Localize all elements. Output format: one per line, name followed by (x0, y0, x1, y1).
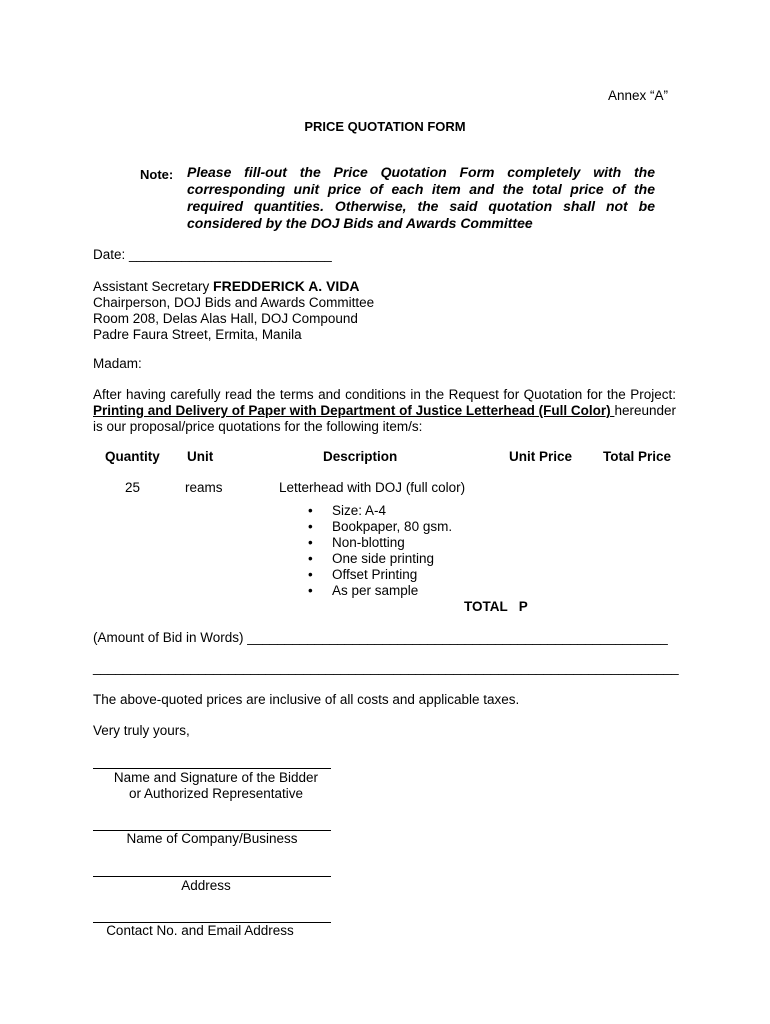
bullet-icon: • (308, 535, 313, 550)
spec-item: • Non-blotting (308, 535, 405, 550)
total-label: TOTAL P (464, 599, 528, 614)
body-part-1: After having carefully read the terms and conditions in the Request for Quotation for the Project: (93, 387, 676, 402)
signature-caption-address: Address (181, 878, 231, 893)
amount-continuation-line: ______________________________________________________________________________ (93, 660, 679, 675)
header-unit-price: Unit Price (509, 449, 573, 464)
addressee-line-1: Chairperson, DOJ Bids and Awards Committee (93, 295, 375, 310)
body-paragraph (93, 387, 676, 435)
bullet-icon: • (308, 567, 313, 582)
bullet-icon: • (308, 551, 313, 566)
date-line: Date: ___________________________ (93, 247, 332, 262)
signature-line-address (93, 876, 331, 877)
bullet-icon: • (308, 519, 313, 534)
addressee-name: FREDDERICK A. VIDA (213, 278, 360, 294)
header-unit: Unit (187, 449, 214, 464)
signature-line-bidder (93, 768, 331, 769)
closing: Very truly yours, (93, 723, 190, 738)
addressee-line-2: Room 208, Delas Alas Hall, DOJ Compound (93, 311, 358, 326)
body-part-2: hereunder is our proposal/price quotations for the following item/s: (93, 403, 676, 434)
addressee-line-3: Padre Faura Street, Ermita, Manila (93, 327, 302, 342)
spec-list (308, 503, 453, 599)
addressee-block (93, 278, 374, 343)
note-text: Please fill-out the Price Quotation Form completely with the corresponding unit price of each item and the total price of the required quantities. Otherwise, the said quotation shall not be considered by the DOJ Bids and Awards Committee (187, 164, 655, 231)
note-label: Note: (140, 167, 174, 182)
salutation: Madam: (93, 356, 142, 371)
row-description: Letterhead with DOJ (full color) (279, 480, 466, 495)
signature-caption-bidder: Name and Signature of the Bidder or Authorized Representative (113, 770, 319, 801)
signature-caption-company: Name of Company/Business (126, 831, 298, 846)
addressee-prefix: Assistant Secretary (93, 279, 214, 294)
spec-item: • Bookpaper, 80 gsm. (308, 519, 453, 534)
signature-caption-contact: Contact No. and Email Address (106, 923, 294, 938)
header-total-price: Total Price (603, 449, 672, 464)
bullet-icon: • (308, 583, 313, 598)
spec-item: • As per sample (308, 583, 419, 598)
project-name: Printing and Delivery of Paper with Department of Justice Letterhead (Full Color) (93, 403, 615, 418)
inclusive-statement: The above-quoted prices are inclusive of all costs and applicable taxes. (93, 692, 520, 707)
spec-item: • Size: A-4 (308, 503, 387, 518)
bullet-icon: • (308, 503, 313, 518)
form-title: PRICE QUOTATION FORM (304, 119, 466, 134)
amount-in-words: (Amount of Bid in Words) ________________________________________________________ (93, 630, 668, 645)
row-unit: reams (185, 480, 223, 495)
row-quantity: 25 (125, 480, 141, 495)
header-description: Description (323, 449, 398, 464)
spec-item: • One side printing (308, 551, 435, 566)
spec-item: • Offset Printing (308, 567, 418, 582)
addressee-name-line (93, 278, 374, 295)
header-quantity: Quantity (105, 449, 160, 464)
annex-label: Annex “A” (607, 88, 668, 103)
